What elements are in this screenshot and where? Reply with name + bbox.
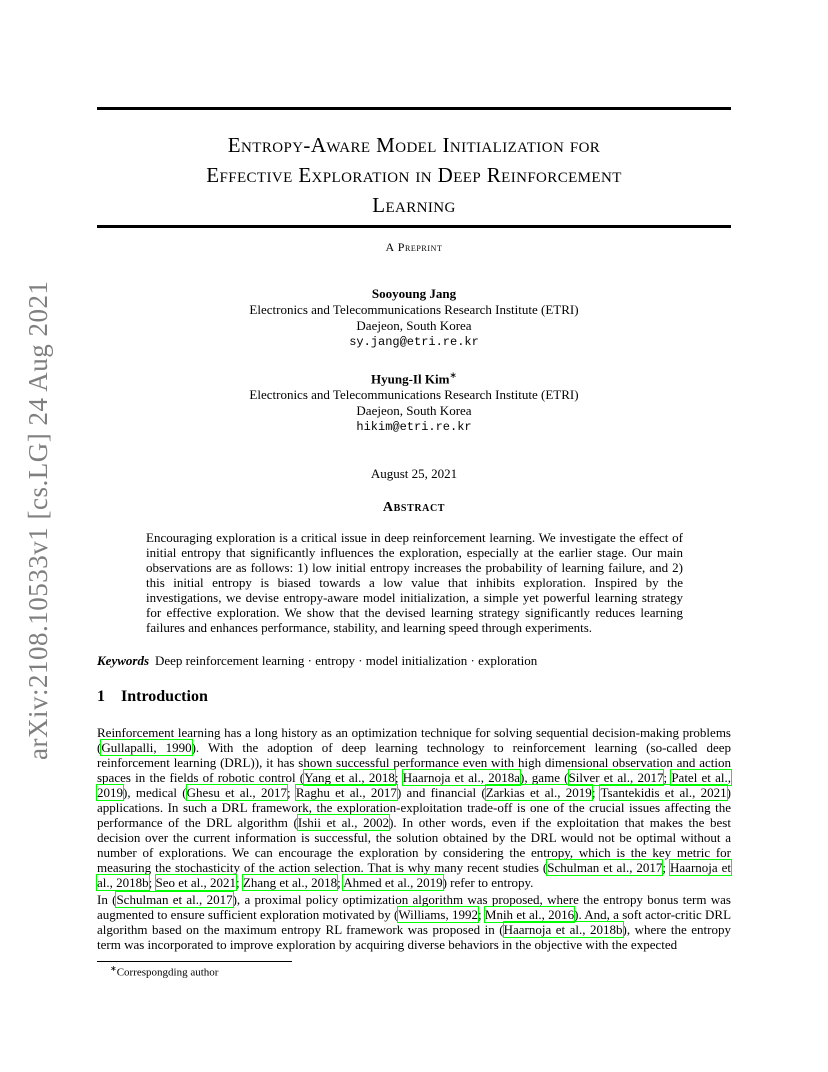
text-run: ) applications. In such a DRL framework, the exploration-exploitation trade-off is one of the crucial issues affecting the performance of the DRL algorithm ( [97,785,731,830]
author-email[interactable]: hikim@etri.re.kr [356,420,472,435]
author-location: Daejeon, South Korea [356,403,472,419]
citation-link[interactable]: Seo et al., 2021 [155,875,237,890]
citation-link[interactable]: Ishii et al., 2002 [297,815,390,830]
citation-link[interactable]: Patel et al., 2019 [97,770,731,800]
section-number: 1 [97,688,105,705]
preprint-label: A Preprint [385,240,443,254]
intro-paragraph-2 [97,892,731,952]
citation-link[interactable]: Zhang et al., 2018 [242,875,338,890]
text-run: Reinforcement learning has a long history as an optimization technique for solving sequential decision-making problems ( [97,725,731,755]
text-run: ; [148,875,156,890]
citation-link[interactable]: Ghesu et al., 2017 [186,785,287,800]
citation-link[interactable]: Zarkias et al., 2019 [485,785,592,800]
citation-link[interactable]: Williams, 1992 [398,907,478,922]
section-title: Introduction [121,688,208,705]
abstract-text: Encouraging exploration is a critical issue in deep reinforcement learning. We investigate the effect of initial entropy that significantly influences the exploration, especially at the earlier stage. Our main observations are as follows: 1) low initial entropy increases the probability of learning failure, and 2) this initial entropy is biased towards a low value that inhibits exploration. Inspired by the investigations, we devise entropy-aware model initialization, a simple yet powerful learning strategy for effective exploration. We show that the devised learning strategy significantly reduces learning failures and enhances performance, stability, and learning speed through experiments. [146,530,683,635]
footnote [110,964,218,979]
title-line-1: Entropy-Aware Model Initialization for [227,133,601,157]
paper-title [97,130,731,220]
abstract-heading: Abstract [382,500,446,515]
author-affiliation: Electronics and Telecommunications Research Institute (ETRI) [249,302,579,317]
author-name: Hyung-Il Kim [371,371,450,387]
citation-link[interactable]: Haarnoja et al., 2018b [97,860,732,890]
footnote-rule [97,961,292,962]
footnote-mark: ∗ [110,964,117,973]
citation-link[interactable]: Raghu et al., 2017 [295,785,397,800]
author-affiliation: Electronics and Telecommunications Research Institute (ETRI) [249,387,579,403]
citation-link[interactable]: Schulman et al., 2017 [547,860,663,875]
text-run: ; [337,875,344,890]
title-line-2: Effective Exploration in Deep Reinforcement [206,163,622,187]
footnote-text: Correspongding author [116,966,219,979]
citation-link[interactable]: Schulman et al., 2017 [116,892,233,907]
text-run: ), a proximal policy optimization algorithm was proposed, where the entropy bonus term was augmented to ensure sufficient exploration motivated by ( [97,892,731,922]
text-run: ; [591,785,601,800]
author-name: Sooyoung Jang [371,286,457,301]
intro-paragraph-1 [97,725,731,890]
author-location: Daejeon, South Korea [356,318,472,333]
author-block-2 [97,367,731,435]
title-rule-top [97,107,731,110]
author-footnote-mark[interactable]: ∗ [449,370,457,380]
author-block-1 [97,286,731,350]
citation-link[interactable]: Gullapalli, 1990 [101,740,192,755]
text-run: ), game ( [520,770,569,785]
text-run: ), where the entropy term was incorporated to improve exploration by acquiring diverse behaviors in the objective with the expected [97,922,731,952]
text-run: ), medical ( [123,785,187,800]
text-run: ) refer to entropy. [442,875,534,890]
citation-link[interactable]: Ahmed et al., 2019 [343,875,443,890]
citation-link[interactable]: Haarnoja et al., 2018b [503,922,623,937]
section-heading [97,688,208,706]
text-run: ). And, a soft actor-critic DRL algorithm based on the maximum entropy RL framework was proposed in ( [97,907,732,937]
text-run: ; [286,785,296,800]
text-run: ; [478,907,485,922]
text-run: ). With the adoption of deep learning technology to reinforcement learning (so-called deep reinforcement learning (DRL)), it has shown successful performance even with high dimensional observation and action spaces in the fields of robotic control ( [97,740,731,785]
text-run: ; [394,770,403,785]
text-run: ; [662,860,671,875]
keywords-list: Deep reinforcement learning · entropy · model initialization · exploration [155,653,538,668]
title-line-3: Learning [372,193,456,217]
paper-date: August 25, 2021 [370,466,458,481]
text-run: ) and financial ( [396,785,486,800]
text-run: ). In other words, even if the exploitation that makes the best decision over the current information is successful, the solution obtained by the DRL would not be optimal without a number of explorations. We can encourage the exploration by considering the entropy, which is the key metric for measuring the stochasticity of the action selection. That is why many recent studies ( [97,815,731,875]
citation-link[interactable]: Tsantekidis et al., 2021 [600,785,727,800]
keywords-line [97,653,731,669]
text-run: In ( [97,892,117,907]
text-run: ; [236,875,243,890]
arxiv-stamp: arXiv:2108.10533v1 [cs.LG] 24 Aug 2021 [23,280,53,760]
text-run: ; [663,770,672,785]
citation-link[interactable]: Mnih et al., 2016 [484,907,575,922]
title-rule-bottom [97,225,731,228]
citation-link[interactable]: Haarnoja et al., 2018a [402,770,521,785]
citation-link[interactable]: Silver et al., 2017 [568,770,664,785]
citation-link[interactable]: Yang et al., 2018 [304,770,395,785]
author-email[interactable]: sy.jang@etri.re.kr [349,335,479,349]
keywords-label: Keywords [97,653,149,668]
